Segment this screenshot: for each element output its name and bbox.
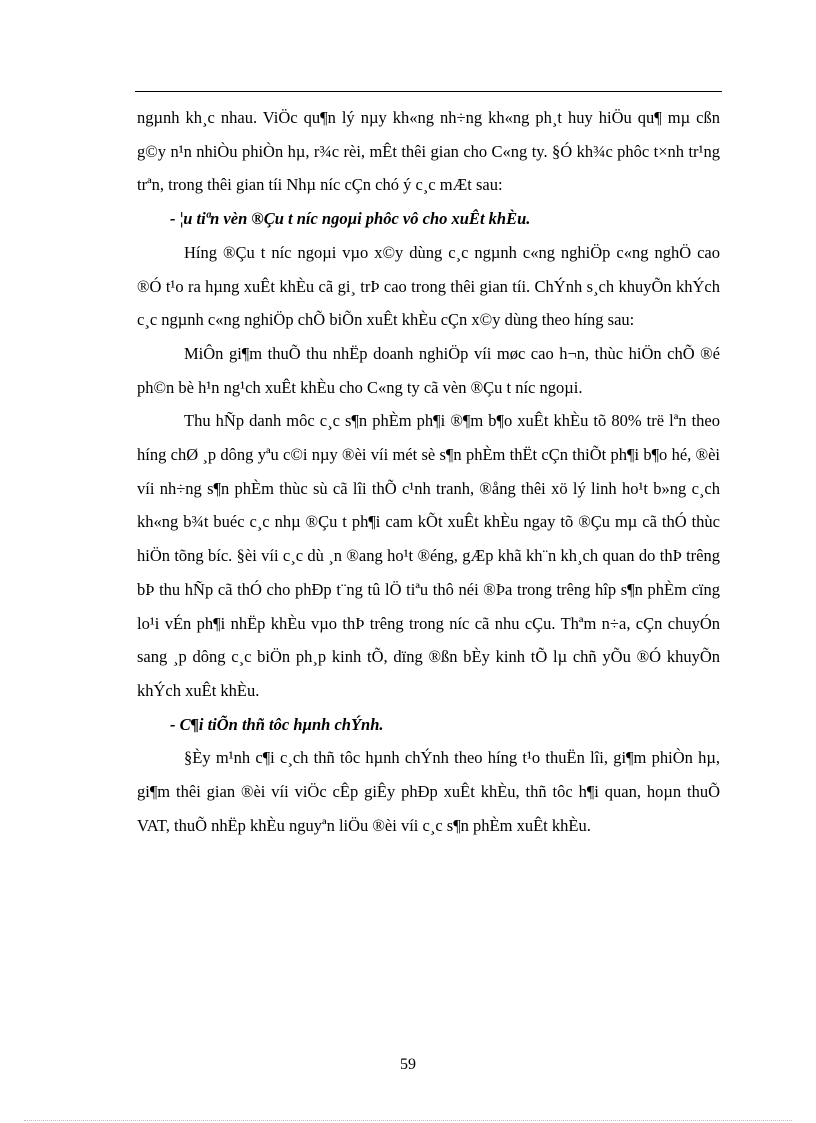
paragraph-export-list: Thu hÑp danh môc c¸c s¶n phÈm ph¶i ®¶m b¶o xuÊt khÈu tõ 80% trë lªn theo híng chØ ¸p dông yªu c©i nµy ®èi víi mét sè s¶n phÈm thËt cÇn thiÕt ph¶i b¶o hé, ®èi víi nh÷ng s¶n phÈm thùc sù cã lîi thÕ c¹nh tranh, ®ång thêi xö lý linh ho¹t b»ng c¸ch kh«ng b¾t buéc c¸c nhµ ®Çu t ph¶i cam kÕt xuÊt khÈu ngay tõ ®Çu mµ cã thÓ thùc hiÖn tõng bíc. §èi víi c¸c dù ¸n ®ang ho¹t ®éng, gÆp khã kh¨n kh¸ch quan do thÞ trêng bÞ thu hÑp cã thÓ cho phÐp t¨ng tû lÖ tiªu thô néi ®Þa trong trêng hîp s¶n phÈm cïng lo¹i vÉn ph¶i nhËp khÈu vµo thÞ trêng trong níc cã nhu cÇu. Thªm n÷a, cÇn chuyÓn sang ¸p dông c¸c biÖn ph¸p kinh tÕ, dïng ®ßn bÈy kinh tÕ lµ chñ yÕu ®Ó khuyÕn khÝch xuÊt khÈu. bbox=[137, 411, 720, 700]
header-rule bbox=[135, 91, 722, 92]
body-text bbox=[137, 101, 720, 842]
paragraph-admin-reform: §Èy m¹nh c¶i c¸ch thñ tôc hµnh chÝnh theo híng t¹o thuËn lîi, gi¶m phiÒn hµ, gi¶m thêi gian ®èi víi viÖc cÊp giÊy phÐp xuÊt khÈu, thñ tôc h¶i quan, hoµn thuÕ VAT, thuÕ nhËp khÈu nguyªn liÖu ®èi víi c¸c s¶n phÈm xuÊt khÈu. bbox=[137, 748, 720, 835]
section-heading-fdi-priority: - ¦u tiªn vèn ®Çu t níc ngoµi phôc vô cho xuÊt khÈu. bbox=[170, 209, 531, 229]
paragraph-tax-exemption: MiÔn gi¶m thuÕ thu nhËp doanh nghiÖp víi møc cao h¬n, thùc hiÖn chÕ ®é ph©n bè h¹n ng¹ch xuÊt khÈu cho C«ng ty cã vèn ®Çu t níc ngoµi. bbox=[137, 343, 720, 397]
page-number: 59 bbox=[400, 1056, 416, 1073]
page-bottom-border bbox=[24, 1120, 792, 1121]
paragraph-fdi-direction: Híng ®Çu t níc ngoµi vµo x©y dùng c¸c ngµnh c«ng nghiÖp c«ng nghÖ cao ®Ó t¹o ra hµng xuÊt khÈu cã gi¸ trÞ cao trong thêi gian tíi. ChÝnh s¸ch khuyÕn khÝch c¸c ngµnh c«ng nghiÖp chÕ biÕn xuÊt khÈu cÇn x©y dùng theo híng sau: bbox=[137, 242, 720, 330]
section-heading-admin-procedures: - C¶i tiÕn thñ tôc hµnh chÝnh. bbox=[170, 714, 384, 734]
paragraph-continuation: ngµnh kh¸c nhau. ViÖc qu¶n lý nµy kh«ng nh÷ng kh«ng ph¸t huy hiÖu qu¶ mµ cßn g©y n¹n nhiÒu phiÒn hµ, r¾c rèi, mÊt thêi gian cho C«ng ty. §Ó kh¾c phôc t×nh tr¹ng trªn, trong thêi gian tíi Nhµ níc cÇn chó ý c¸c mÆt sau: bbox=[137, 108, 720, 195]
